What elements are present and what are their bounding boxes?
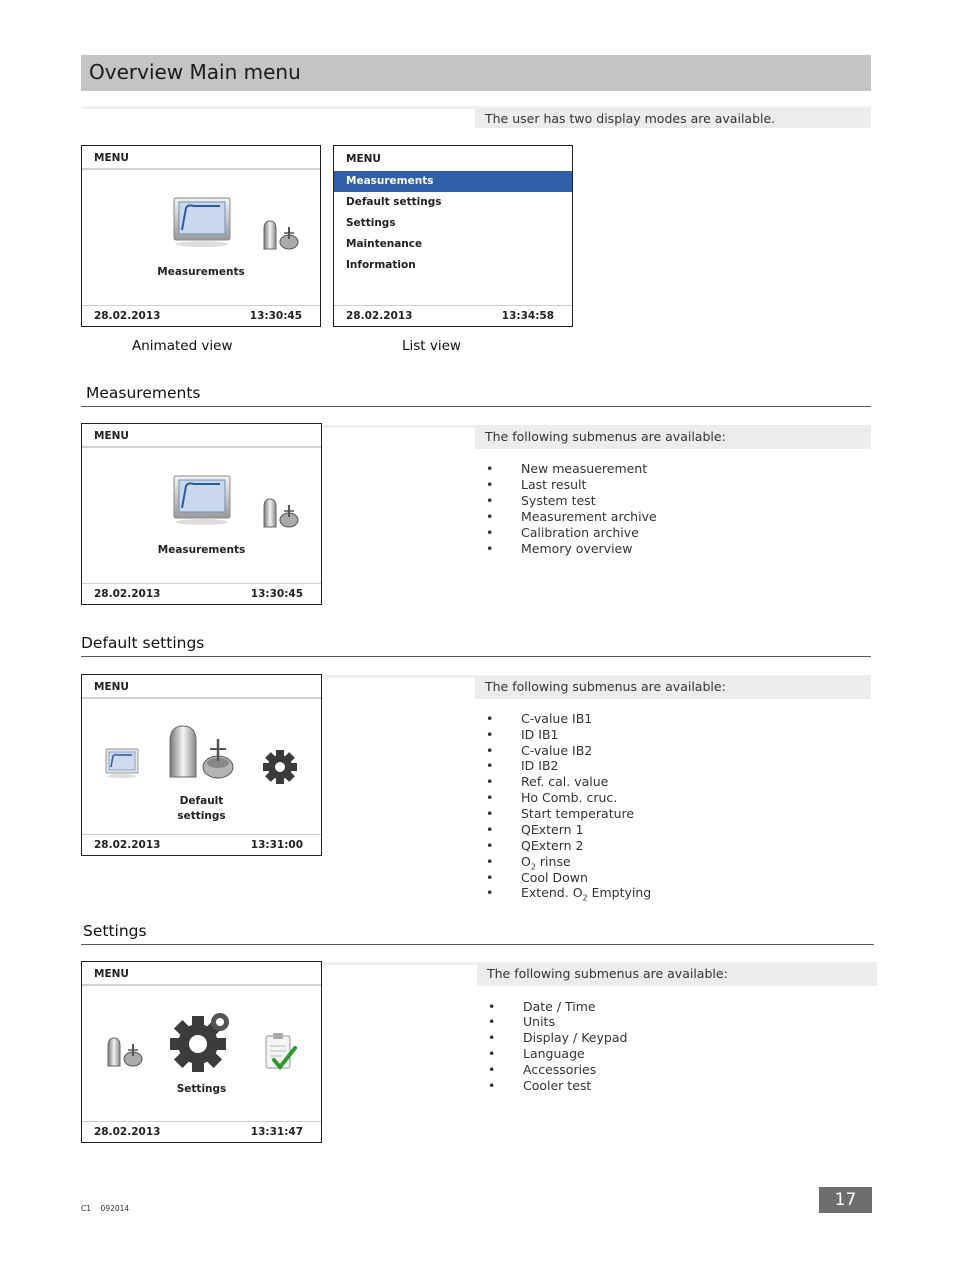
divider — [322, 962, 477, 965]
list-item-maintenance[interactable]: Maintenance — [346, 238, 423, 250]
list-item-settings[interactable]: Settings — [346, 217, 396, 229]
gear-icon — [168, 1008, 234, 1074]
screen-footer — [334, 305, 572, 326]
divider — [322, 425, 475, 428]
animated-view-screen — [81, 145, 321, 327]
menu-header: MENU — [82, 675, 321, 699]
page-title: Overview Main menu — [89, 60, 301, 84]
screen-footer — [82, 583, 321, 604]
divider — [322, 675, 475, 678]
screen-footer — [82, 1121, 321, 1142]
section-title-measurements: Measurements — [86, 384, 201, 402]
submenu-note: The following submenus are available: — [485, 679, 726, 694]
list-item-measurements[interactable]: Measurements — [334, 171, 572, 192]
screen-date: 28.02.2013 — [94, 310, 161, 322]
footer-code: C1 092014 — [81, 1204, 130, 1213]
intro-note: The user has two display modes are available. — [485, 111, 776, 126]
submenu-note-bar — [475, 425, 871, 449]
submenu-note: The following submenus are available: — [487, 966, 728, 981]
submenu-note-bar — [475, 675, 871, 699]
screen-time: 13:31:00 — [250, 839, 303, 851]
screen-date: 28.02.2013 — [346, 310, 413, 322]
page-number: 17 — [819, 1187, 872, 1213]
menu-header: MENU — [82, 146, 320, 170]
measurements-submenu-list: • New measuerement • Last result • System test • Measurement archive • Calibration archive • Memory overview — [486, 461, 657, 556]
section-title-settings: Settings — [83, 922, 147, 940]
monitor-chart-icon — [170, 472, 234, 528]
screen-caption: Measurements — [157, 544, 246, 556]
monitor-chart-icon — [170, 194, 234, 250]
screen-time: 13:30:45 — [250, 588, 303, 600]
bomb-vessel-icon — [260, 497, 300, 531]
section-rule — [81, 406, 871, 407]
menu-header: MENU — [346, 153, 381, 165]
section-rule — [81, 944, 874, 945]
list-item-default-settings[interactable]: Default settings — [346, 196, 442, 208]
screen-caption: Measurements — [157, 266, 245, 278]
settings-submenu-list: • Date / Time • Units • Display / Keypad • Language • Accessories • Cooler test — [488, 999, 628, 1093]
screen-time: 13:31:47 — [250, 1126, 303, 1138]
bomb-vessel-icon — [260, 219, 300, 253]
screen-date: 28.02.2013 — [94, 1126, 161, 1138]
monitor-chart-icon — [104, 747, 142, 779]
bomb-vessel-icon — [104, 1036, 144, 1068]
checklist-icon — [262, 1032, 298, 1074]
intro-note-bar — [475, 108, 871, 128]
list-item-information[interactable]: Information — [346, 259, 416, 271]
screen-time: 13:30:45 — [249, 310, 302, 322]
screen-time: 13:34:58 — [501, 310, 554, 322]
bomb-vessel-icon — [166, 723, 236, 787]
animated-view-label: Animated view — [132, 338, 233, 354]
submenu-note-bar — [477, 962, 877, 986]
screen-footer — [82, 834, 321, 855]
section-title-default-settings: Default settings — [81, 634, 205, 652]
screen-caption: Default settings — [177, 795, 226, 822]
menu-header: MENU — [82, 962, 321, 986]
screen-caption: Settings — [176, 1083, 227, 1095]
section-rule — [81, 656, 871, 657]
screen-date: 28.02.2013 — [94, 588, 161, 600]
screen-footer — [82, 305, 320, 326]
list-view-label: List view — [402, 338, 461, 354]
list-view-screen — [333, 145, 573, 327]
submenu-note: The following submenus are available: — [485, 429, 726, 444]
screen-date: 28.02.2013 — [94, 839, 161, 851]
settings-screen — [81, 961, 322, 1143]
default-settings-screen — [81, 674, 322, 856]
measurements-screen — [81, 423, 322, 605]
default-settings-submenu-list: • C-value IB1 • ID IB1 • C-value IB2 • ID IB2 • Ref. cal. value • Ho Comb. cruc. • Start temperature • QExtern 1 • QExtern 2 • $O_2$ rinse • Cool Down • Extend. $O_2$ Emptying — [486, 711, 652, 903]
gear-icon — [260, 747, 300, 787]
page-title-bar — [81, 55, 871, 91]
menu-header: MENU — [82, 424, 321, 448]
